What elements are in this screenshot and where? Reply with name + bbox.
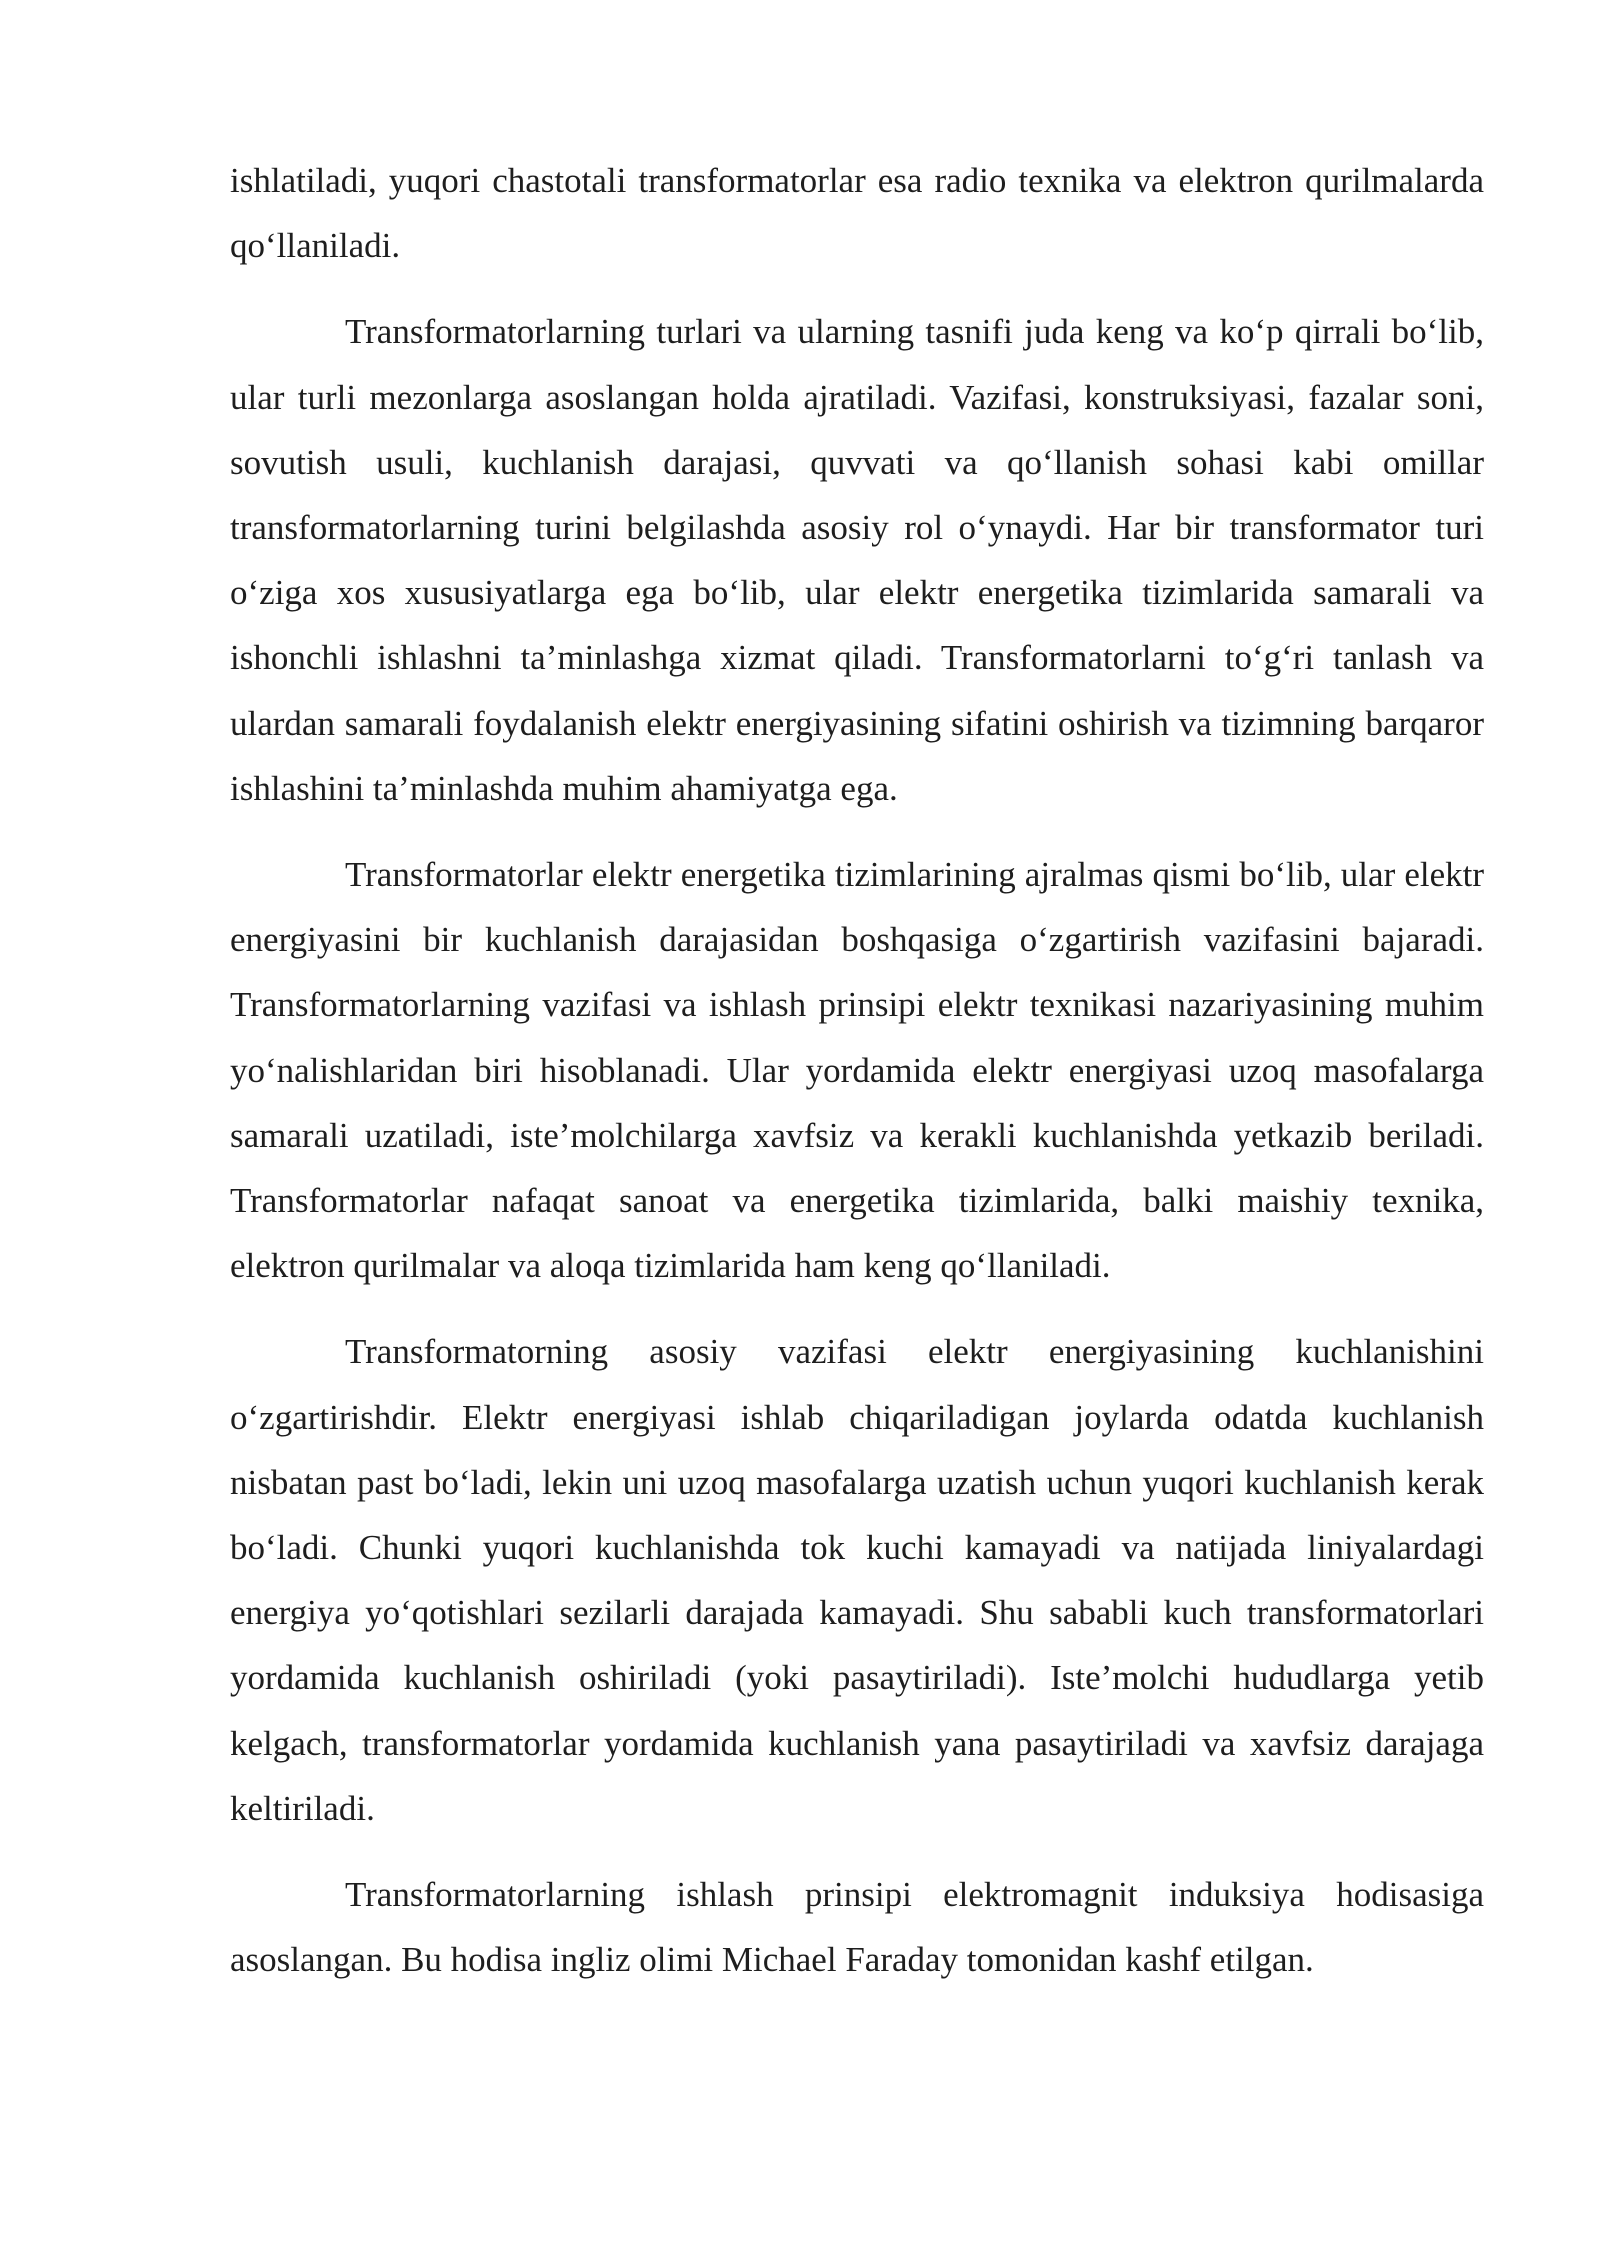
paragraph-transformer-function: Transformatorning asosiy vazifasi elektr energiyasining kuchlanishini o‘zgartirishdir. Elektr energiyasi ishlab chiqariladigan joylarda odatda kuchlanish nisbatan past bo‘ladi, lekin uni uzoq masofalarga uzatish uchun yuqori kuchlanish kerak bo‘ladi. Chunki yuqori kuchlanishda tok kuchi kamayadi va natijada liniyalardagi energiya yo‘qotishlari sezilarli darajada kamayadi. Shu sababli kuch transformatorlari yordamida kuchlanish oshiriladi (yoki pasaytiriladi). Iste’molchi hududlarga yetib kelgach, transformatorlar yordamida kuchlanish yana pasaytiriladi va xavfsiz darajaga keltiriladi.: [230, 1332, 1484, 1828]
paragraph-transformer-role: Transformatorlar elektr energetika tizimlarining ajralmas qismi bo‘lib, ular elektr energiyasini bir kuchlanish darajasidan boshqasiga o‘zgartirish vazifasini bajaradi. Transformatorlarning vazifasi va ishlash prinsipi elektr texnikasi nazariyasining muhim yo‘nalishlaridan biri hisoblanadi. Ular yordamida elektr energiyasi uzoq masofalarga samarali uzatiladi, iste’molchilarga xavfsiz va kerakli kuchlanishda yetkazib beriladi. Transformatorlar nafaqat sanoat va energetika tizimlarida, balki maishiy texnika, elektron qurilmalar va aloqa tizimlarida ham keng qo‘llaniladi.: [230, 855, 1484, 1286]
paragraph-continuation: ishlatiladi, yuqori chastotali transformatorlar esa radio texnika va elektron qurilmalarda qo‘llaniladi.: [230, 161, 1484, 266]
body-text: [230, 148, 1484, 1992]
paragraph-working-principle: Transformatorlarning ishlash prinsipi elektromagnit induksiya hodisasiga asoslangan. Bu hodisa ingliz olimi Michael Faraday tomonidan kashf etilgan.: [230, 1875, 1484, 1980]
paragraph-transformer-types: Transformatorlarning turlari va ularning tasnifi juda keng va ko‘p qirrali bo‘lib, ular turli mezonlarga asoslangan holda ajratiladi. Vazifasi, konstruksiyasi, fazalar soni, sovutish usuli, kuchlanish darajasi, quvvati va qo‘llanish sohasi kabi omillar transformatorlarning turini belgilashda asosiy rol o‘ynaydi. Har bir transformator turi o‘ziga xos xususiyatlarga ega bo‘lib, ular elektr energetika tizimlarida samarali va ishonchli ishlashni ta’minlashga xizmat qiladi. Transformatorlarni to‘g‘ri tanlash va ulardan samarali foydalanish elektr energiyasining sifatini oshirish va tizimning barqaror ishlashini ta’minlashda muhim ahamiyatga ega.: [230, 312, 1484, 808]
